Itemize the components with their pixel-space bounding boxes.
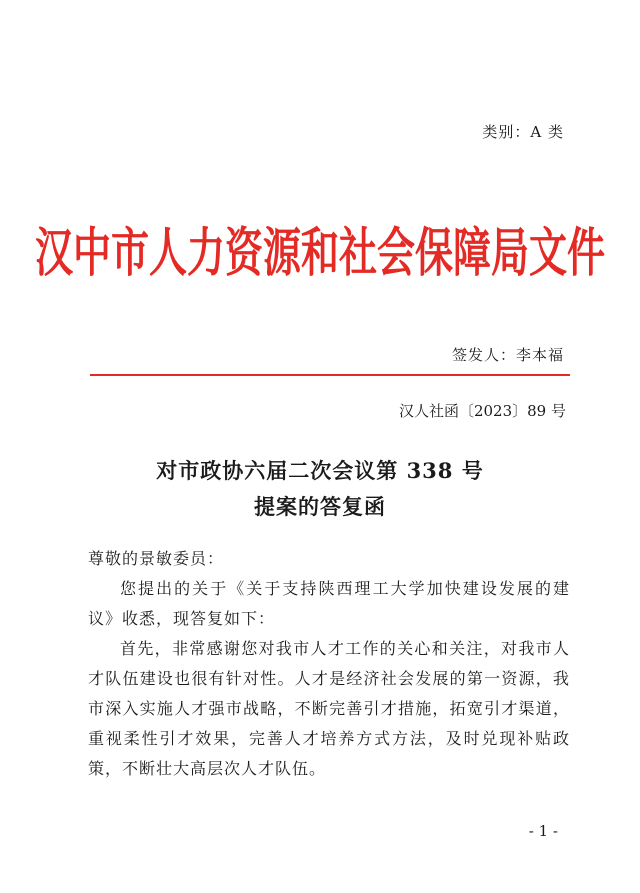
salutation: 尊敬的景敏委员： [88,549,225,568]
title-line-1: 对市政协六届二次会议第 338 号 [156,458,484,483]
category-label: 类别：A 类 [482,123,564,141]
page-number: - 1 - [528,822,558,840]
red-divider-line [90,374,570,376]
signer-line: 签发人：李本福 [451,346,564,364]
paragraph: 首先，非常感谢您对我市人才工作的关心和关注，对我市人才队伍建设也很有针对性。人才是经济社会发展的第一资源，我市深入实施人才强市战略，不断完善引才措施，拓宽引才渠道，重视柔性引才效果，完善人才培养方式方法，及时兑现补贴政策，不断壮大高层次人才队伍。 [88,639,570,778]
paragraph: 您提出的关于《关于支持陕西理工大学加快建设发展的建议》收悉，现答复如下： [88,579,570,628]
red-letterhead-title: 汉中市人力资源和社会保障局文件 [34,222,605,284]
document-number: 汉人社函〔2023〕89 号 [398,402,566,420]
letter-body [88,544,570,784]
document-title [0,453,640,525]
title-line-2: 提案的答复函 [254,494,386,519]
